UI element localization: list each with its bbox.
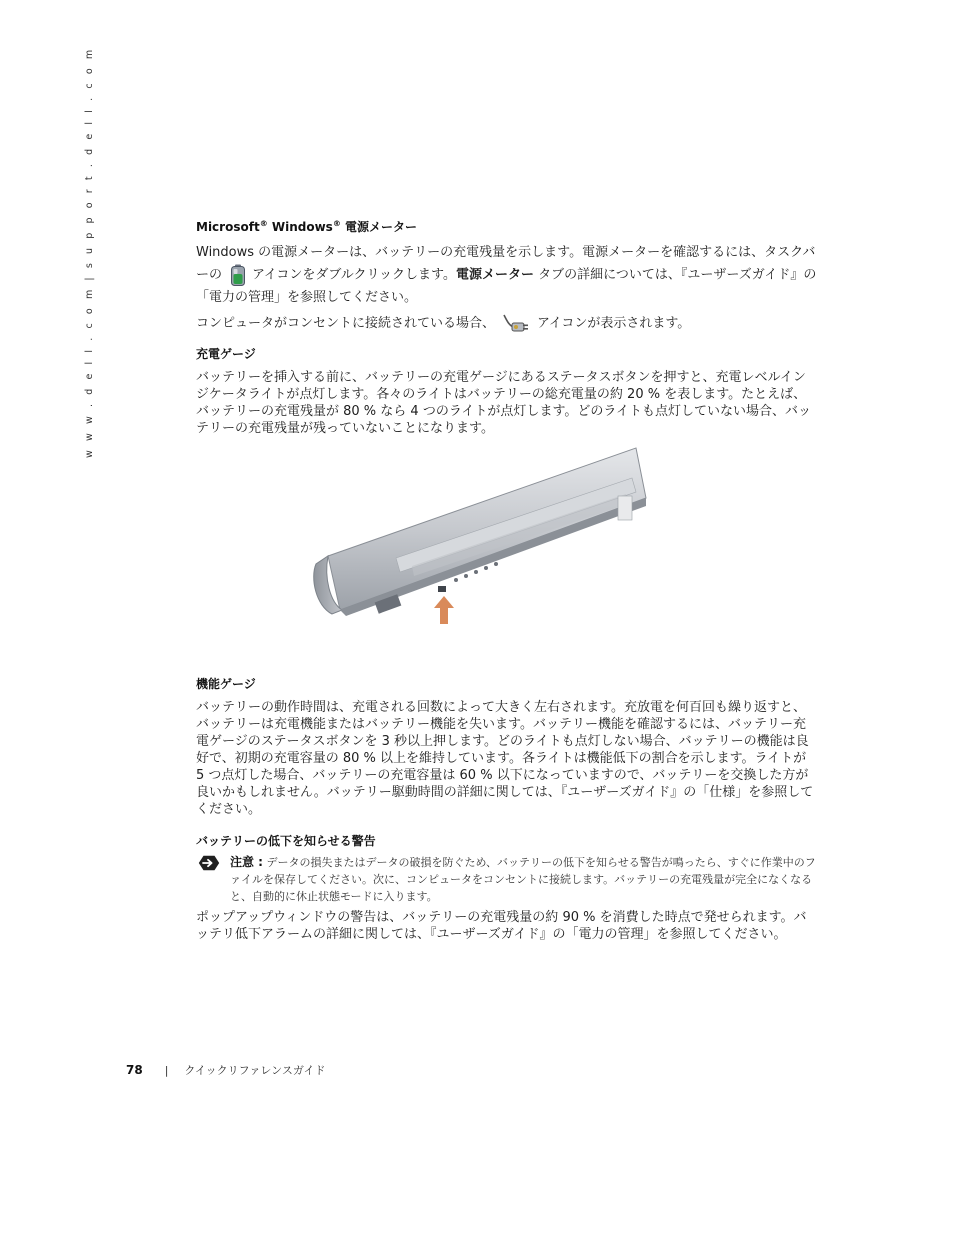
ac-power-paragraph: コンピュータがコンセントに接続されている場合、 アイコンが表示されます。 [196, 311, 818, 337]
battery-illustration [306, 438, 650, 630]
notice-block [196, 854, 818, 905]
heading-charge-gauge: 充電ゲージ [196, 346, 256, 361]
footer-separator: | [164, 1064, 169, 1077]
footer-title: クイックリファレンスガイド [184, 1064, 326, 1077]
ac-plug-icon [501, 311, 531, 335]
page-footer [126, 1062, 326, 1078]
low-battery-paragraph: ポップアップウィンドウの警告は、バッテリーの充電残量の約 90 % を消費した時点で発せられます。バッテリ低下アラームの詳細に関しては、『ユーザーズガイド』の「電力の管理」を参照してください。 [196, 909, 807, 942]
notice-icon [198, 855, 220, 871]
heading-low-battery-warning: バッテリーの低下を知らせる警告 [196, 833, 376, 848]
battery-meter-icon [230, 264, 246, 286]
heading-health-gauge: 機能ゲージ [196, 676, 256, 691]
notice-text: 注意 : データの損失またはデータの破損を防ぐため、バッテリーの低下を知らせる警告が鳴ったら、すぐに作業中のファイルを保存してください。次に、コンピュータをコンセントに接続します。バッテリーの充電残量が完全になくなると、自動的に休止状態モードに入ります。 [230, 854, 816, 903]
charge-gauge-paragraph: バッテリーを挿入する前に、バッテリーの充電ゲージにあるステータスボタンを押すと、充電レベルインジケータライトが点灯します。各々のライトはバッテリーの総充電量の約 20 % を表します。たとえば、バッテリーの充電残量が 80 % なら 4 つのライトが点灯します。どのライトも点灯していない場合、バッテリーの充電残量が残っていないことになります。 [196, 369, 812, 436]
page-number: 78 [126, 1063, 143, 1077]
sidebar-url: w w w . d e l l . c o m | s u p p o r t . d e l l . c o m [84, 46, 95, 458]
heading-power-meter: Microsoft® Windows® 電源メーター [196, 219, 418, 234]
health-gauge-paragraph: バッテリーの動作時間は、充電される回数によって大きく左右されます。充放電を何百回も繰り返すと、バッテリーは充電機能またはバッテリー機能を失います。バッテリー機能を確認するには、バッテリー充電ゲージのステータスボタンを 3 秒以上押します。どのライトも点灯しない場合、バッテリーの機能は良好で、初期の充電容量の 80 % 以上を維持しています。各ライトは機能低下の割合を示します。ライトが 5 つ点灯した場合、バッテリーの充電容量は 60 % 以下になっていますので、バッテリーを交換した方が良いかもしれません。バッテリー駆動時間の詳細に関しては、『ユーザーズガイド』の「仕様」を参照してください。 [196, 699, 814, 817]
power-meter-paragraph: Windows の電源メーターは、バッテリーの充電残量を示します。電源メーターを確認するには、タスクバーの アイコンをダブルクリックします。電源メーター タブの詳細については、『ユーザーズガイド』の「電力の管理」を参照してください。 [196, 245, 817, 305]
